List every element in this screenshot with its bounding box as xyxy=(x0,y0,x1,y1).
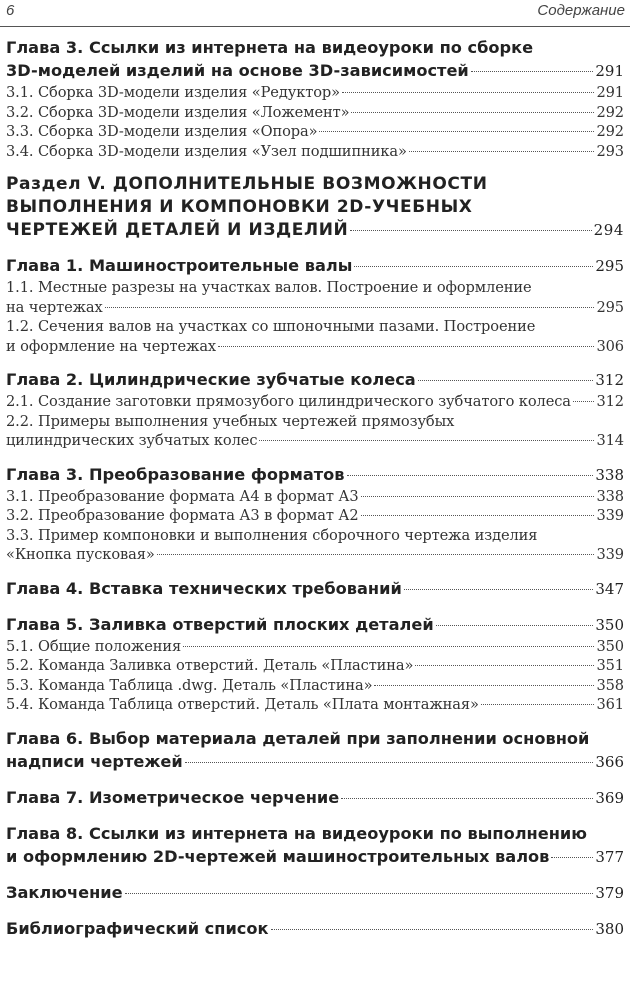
toc-chapter-2[interactable] xyxy=(6,368,624,392)
dot-leader xyxy=(481,704,595,705)
dot-leader xyxy=(271,929,594,930)
toc-entry-title: надписи чертежей xyxy=(6,751,183,771)
toc-entry-title: Глава 2. Цилиндрические зубчатые колеса xyxy=(6,370,416,389)
toc-page-number: 339 xyxy=(596,546,624,563)
toc-page-number: 377 xyxy=(595,847,624,866)
toc-entry-title: 3.3. Сборка 3D-модели изделия «Опора» xyxy=(6,123,318,140)
toc-page-number: 291 xyxy=(596,84,624,101)
dot-leader xyxy=(471,71,594,72)
running-title: Содержание xyxy=(537,2,625,19)
dot-leader xyxy=(436,625,594,626)
toc-page-number: 350 xyxy=(595,615,624,634)
toc-page-number: 295 xyxy=(596,298,624,316)
toc-page-number: 338 xyxy=(596,487,624,505)
toc-entry-title: 3.1. Сборка 3D-модели изделия «Редуктор» xyxy=(6,84,340,101)
toc-page-number: 380 xyxy=(595,919,624,938)
dot-leader xyxy=(347,475,594,476)
dot-leader xyxy=(259,440,594,441)
toc-entry-title: и оформлению 2D-чертежей машиностроительных валов xyxy=(6,846,550,866)
toc-entry-title: Заключение xyxy=(6,882,123,902)
dot-leader xyxy=(183,646,594,647)
toc-entry-title: и оформление на чертежах xyxy=(6,337,217,355)
toc-entry-title: 3.4. Сборка 3D-модели изделия «Узел подшипника» xyxy=(6,142,407,160)
toc-page-number: 312 xyxy=(595,371,624,389)
toc-entry-title: 5.3. Команда Таблица .dwg. Деталь «Пластина» xyxy=(6,676,373,694)
toc-entry-title: 5.2. Команда Заливка отверстий. Деталь «Пластина» xyxy=(6,657,414,674)
toc-chapter-4[interactable] xyxy=(6,577,624,601)
toc-entry-title: Библиографический список xyxy=(6,918,269,938)
toc-entry-title-line: 2.2. Примеры выполнения учебных чертежей прямозубых xyxy=(6,412,455,430)
toc-subentry-2-2[interactable] xyxy=(6,412,624,451)
table-of-contents xyxy=(6,36,624,941)
toc-subentry-3-1[interactable] xyxy=(6,83,624,103)
dot-leader xyxy=(185,762,594,763)
toc-entry-title-line: ВЫПОЛНЕНИЯ И КОМПОНОВКИ 2D-УЧЕБНЫХ xyxy=(6,197,473,217)
toc-page-number: 366 xyxy=(595,752,624,771)
toc-chapter-8[interactable] xyxy=(6,822,624,869)
toc-entry-title: Глава 3. Преобразование форматов xyxy=(6,464,345,484)
dot-leader xyxy=(319,131,594,132)
dot-leader xyxy=(409,151,595,152)
toc-page-number: 338 xyxy=(595,465,624,484)
dot-leader xyxy=(374,685,594,686)
toc-page-number: 314 xyxy=(596,432,624,449)
toc-entry-title: 5.1. Общие положения xyxy=(6,637,182,655)
toc-page-number: 350 xyxy=(596,637,624,655)
toc-entry-title: ЧЕРТЕЖЕЙ ДЕТАЛЕЙ И ИЗДЕЛИЙ xyxy=(6,220,349,240)
dot-leader xyxy=(573,401,595,402)
toc-entry-title-line: 1.1. Местные разрезы на участках валов. Построение и оформление xyxy=(6,279,532,296)
dot-leader xyxy=(351,112,594,113)
toc-entry-title: цилиндрических зубчатых колес xyxy=(6,432,258,449)
dot-leader xyxy=(418,380,594,381)
dot-leader xyxy=(157,554,595,555)
toc-subentry-1-1[interactable] xyxy=(6,278,624,317)
toc-subentry-3-2-formats[interactable] xyxy=(6,506,624,526)
toc-subentry-3-2[interactable] xyxy=(6,103,624,123)
toc-page-number: 306 xyxy=(596,337,624,355)
dot-leader xyxy=(354,266,593,267)
dot-leader xyxy=(551,857,593,858)
dot-leader xyxy=(361,496,595,497)
toc-section-5[interactable] xyxy=(6,173,624,242)
toc-page-number: 292 xyxy=(596,103,624,121)
toc-subentry-5-2[interactable] xyxy=(6,656,624,676)
toc-entry-title: 5.4. Команда Таблица отверстий. Деталь «Плата монтажная» xyxy=(6,696,479,713)
toc-page-number: 292 xyxy=(596,123,624,140)
toc-subentry-5-4[interactable] xyxy=(6,695,624,715)
toc-chapter-3-video-assembly[interactable] xyxy=(6,36,624,83)
toc-entry-title-line: Раздел V. ДОПОЛНИТЕЛЬНЫЕ ВОЗМОЖНОСТИ xyxy=(6,174,488,194)
dot-leader xyxy=(125,893,594,894)
toc-page-number: 351 xyxy=(596,657,624,674)
toc-entry-title: 3.2. Сборка 3D-модели изделия «Ложемент» xyxy=(6,103,350,121)
toc-chapter-7[interactable] xyxy=(6,786,624,810)
dot-leader xyxy=(350,230,591,231)
toc-page-number: 379 xyxy=(595,883,624,902)
toc-chapter-5[interactable] xyxy=(6,613,624,637)
toc-entry-title-line: 3.3. Пример компоновки и выполнения сборочного чертежа изделия xyxy=(6,526,538,544)
running-header xyxy=(0,0,630,27)
toc-subentry-1-2[interactable] xyxy=(6,317,624,356)
toc-subentry-3-1-formats[interactable] xyxy=(6,487,624,507)
dot-leader xyxy=(341,798,593,799)
toc-entry-title: Глава 4. Вставка технических требований xyxy=(6,578,402,598)
toc-entry-title-line: Глава 8. Ссылки из интернета на видеоуроки по выполнению xyxy=(6,823,587,843)
toc-entry-title: 3.2. Преобразование формата А3 в формат А2 xyxy=(6,507,359,524)
toc-page-number: 361 xyxy=(596,696,624,713)
toc-entry-title-line: Глава 6. Выбор материала деталей при заполнении основной xyxy=(6,728,590,748)
dot-leader xyxy=(361,515,595,516)
toc-subentry-2-1[interactable] xyxy=(6,392,624,412)
toc-subentry-3-4[interactable] xyxy=(6,142,624,162)
toc-entry-title: 2.1. Создание заготовки прямозубого цилиндрического зубчатого колеса xyxy=(6,393,571,410)
toc-subentry-3-3-formats[interactable] xyxy=(6,526,624,565)
toc-entry-title: 3.1. Преобразование формата А4 в формат А3 xyxy=(6,487,359,505)
toc-page-number: 294 xyxy=(593,221,624,239)
toc-page-number: 291 xyxy=(595,62,624,80)
toc-chapter-6[interactable] xyxy=(6,727,624,774)
toc-page-number: 369 xyxy=(595,788,624,807)
toc-entry-title-line: 1.2. Сечения валов на участках со шпоночными пазами. Построение xyxy=(6,318,536,335)
dot-leader xyxy=(105,307,595,308)
toc-page-number: 339 xyxy=(596,507,624,524)
toc-entry-title: 3D-моделей изделий на основе 3D-зависимостей xyxy=(6,61,469,80)
toc-entry-title: на чертежах xyxy=(6,298,103,316)
dot-leader xyxy=(218,346,594,347)
toc-bibliography[interactable] xyxy=(6,917,624,941)
toc-entry-title: Глава 1. Машиностроительные валы xyxy=(6,256,353,275)
toc-page-number: 295 xyxy=(595,257,624,275)
toc-page-number: 347 xyxy=(595,579,624,598)
dot-leader xyxy=(404,589,594,590)
toc-chapter-1[interactable] xyxy=(6,254,624,278)
dot-leader xyxy=(342,92,594,93)
toc-subentry-5-1[interactable] xyxy=(6,637,624,657)
toc-subentry-5-3[interactable] xyxy=(6,676,624,696)
toc-chapter-3-formats[interactable] xyxy=(6,463,624,487)
toc-entry-title-line: Глава 3. Ссылки из интернета на видеоуроки по сборке xyxy=(6,38,534,57)
toc-entry-title: «Кнопка пусковая» xyxy=(6,546,155,563)
toc-subentry-3-3[interactable] xyxy=(6,122,624,142)
toc-page-number: 293 xyxy=(596,142,624,160)
page-number: 6 xyxy=(6,2,15,19)
toc-page-number: 312 xyxy=(596,393,624,410)
toc-page-number: 358 xyxy=(596,676,624,694)
toc-entry-title: Глава 5. Заливка отверстий плоских деталей xyxy=(6,614,434,634)
toc-entry-title: Глава 7. Изометрическое черчение xyxy=(6,787,340,807)
toc-conclusion[interactable] xyxy=(6,881,624,905)
dot-leader xyxy=(415,665,594,666)
